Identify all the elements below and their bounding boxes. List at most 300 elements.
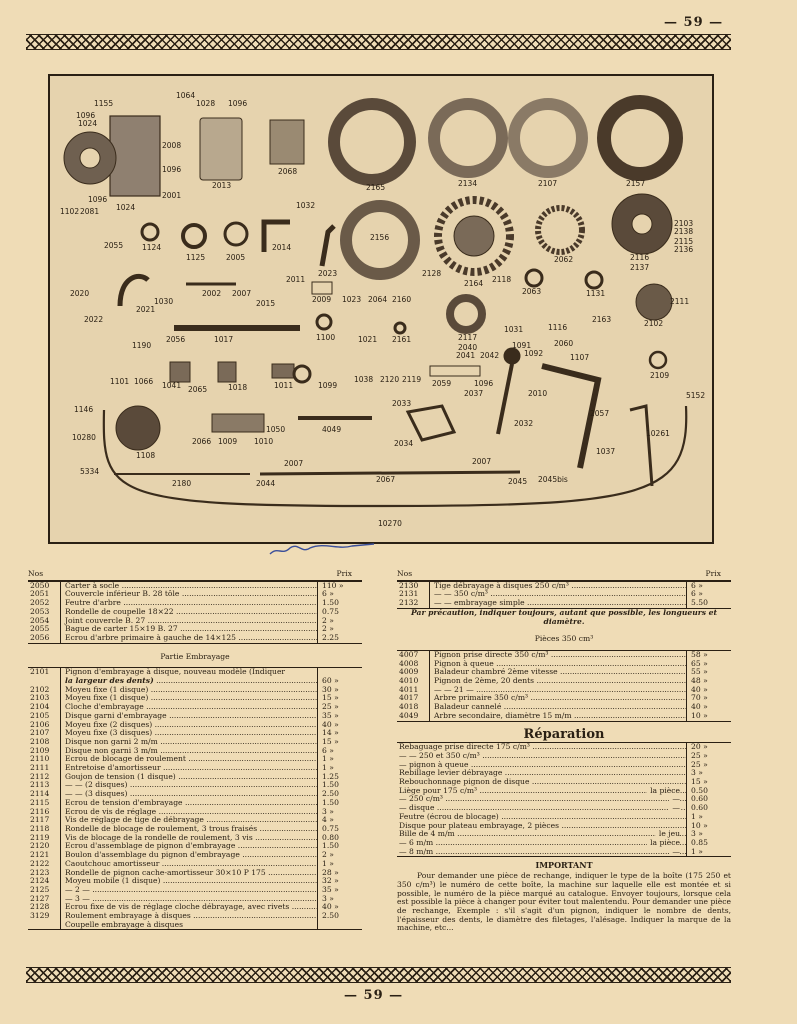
part-number-label: 1010 bbox=[254, 437, 274, 446]
right-price-table-2 bbox=[397, 650, 731, 722]
price-cell: 65 » bbox=[691, 658, 708, 668]
description-cell: Rondelle de blocage de roulement, 3 trous fraisés ..... bbox=[61, 825, 318, 834]
description-cell: la largeur des dents) ..... bbox=[61, 677, 318, 686]
description-cell: Disque garni d'embrayage ..... bbox=[61, 712, 318, 721]
part-number-cell: 2051 bbox=[28, 590, 61, 599]
price-cell: 0.80 bbox=[322, 832, 339, 842]
part-number-label: 2034 bbox=[394, 439, 414, 448]
part-number-label: 1131 bbox=[586, 289, 606, 298]
description-cell: — 2 — ..... bbox=[61, 886, 318, 895]
description-cell: Arbre primaire 350 c/m³ ..... bbox=[430, 694, 687, 703]
part-number-cell: 2132 bbox=[397, 599, 430, 608]
right-header-prix: Prix bbox=[705, 569, 721, 578]
part-number-label: 1028 bbox=[196, 99, 216, 108]
unit-cell: — bbox=[669, 795, 680, 804]
unit-cell: — bbox=[669, 804, 680, 813]
description-cell: Roulement embrayage à disques ..... bbox=[61, 912, 318, 921]
part-number-label: 2161 bbox=[392, 335, 412, 344]
part-number-label: 2008 bbox=[162, 141, 182, 150]
part-number-label: 10280 bbox=[72, 433, 96, 442]
description-cell: Couvercle inférieur B. 28 tôle ..... bbox=[61, 590, 318, 599]
part-number-label: 1155 bbox=[94, 99, 114, 108]
description-cell: Ecrou d'arbre primaire à gauche de 14×125 ..... bbox=[61, 634, 318, 643]
price-cell: 5.50 bbox=[691, 598, 708, 608]
part-number-label: 1017 bbox=[214, 335, 234, 344]
table-row bbox=[397, 778, 731, 787]
part-number-label: 1099 bbox=[318, 381, 338, 390]
part-number-cell: 2102 bbox=[28, 686, 61, 695]
price-cell: 40 » bbox=[691, 684, 708, 694]
price-cell: 0.85 bbox=[691, 837, 708, 847]
part-number-cell: 2127 bbox=[28, 895, 61, 904]
part-number-label: 2102 bbox=[644, 319, 664, 328]
price-cell: 0.75 bbox=[322, 606, 339, 616]
part-number-label: 2067 bbox=[376, 475, 396, 484]
description-cell: Ecrou d'assemblage de pignon d'embrayage ..... bbox=[61, 842, 318, 851]
price-cell: 10 » bbox=[691, 820, 708, 830]
part-number-label: 2062 bbox=[554, 255, 574, 264]
description-cell: Bille de 4 m/m ..... le jeu bbox=[397, 830, 687, 839]
table-row bbox=[28, 886, 362, 895]
price-cell: 35 » bbox=[322, 710, 339, 720]
price-cell: 2.50 bbox=[322, 789, 339, 799]
description-cell: Goujon de tension (1 disque) ..... bbox=[61, 773, 318, 782]
description-cell: Disque pour plateau embrayage, 2 pièces ..... bbox=[397, 822, 687, 831]
part-number-label: 2037 bbox=[464, 389, 484, 398]
part-number-label: 2066 bbox=[192, 437, 212, 446]
description-cell: Bague de carter 15×19 B. 27 ..... bbox=[61, 625, 318, 634]
part-number-label: 2156 bbox=[370, 233, 390, 242]
part-number-cell: 2109 bbox=[28, 747, 61, 756]
description-cell: Rebaguage prise directe 175 c/m³ ..... bbox=[397, 743, 687, 752]
description-cell: Tige débrayage à disques 250 c/m³ ..... bbox=[430, 582, 687, 591]
description-cell: Pignon d'embrayage à disque, nouveau modèle (Indiquer bbox=[61, 668, 318, 677]
table-row bbox=[28, 895, 362, 904]
part-number-label: 1096 bbox=[76, 111, 96, 120]
description-cell: Rebillage levier débrayage ..... bbox=[397, 769, 687, 778]
part-number-cell: 4011 bbox=[397, 686, 430, 695]
price-cell: 55 » bbox=[691, 667, 708, 677]
table-row bbox=[397, 822, 731, 831]
price-cell: 25 » bbox=[691, 759, 708, 769]
part-number-cell: 2112 bbox=[28, 773, 61, 782]
part-number-label: 1190 bbox=[132, 341, 152, 350]
table-row bbox=[28, 729, 362, 738]
part-number-label: 2138 bbox=[674, 227, 694, 236]
price-cell: 0.50 bbox=[691, 785, 708, 795]
important-title: IMPORTANT bbox=[535, 860, 593, 871]
part-number-label: 2117 bbox=[458, 333, 478, 342]
description-cell: Joint couvercle B. 27 ..... bbox=[61, 617, 318, 626]
price-cell: 0.60 bbox=[691, 803, 708, 813]
price-cell: 1.50 bbox=[322, 780, 339, 790]
part-number-cell bbox=[28, 921, 61, 930]
table-row bbox=[397, 787, 731, 796]
left-header-no: Nos bbox=[28, 569, 44, 578]
description-cell: Entretoise d'amortisseur ..... bbox=[61, 764, 318, 773]
table-row bbox=[28, 599, 362, 608]
unit-cell: la pièce bbox=[647, 839, 680, 848]
part-number-label: 1101 bbox=[110, 377, 130, 386]
part-number-cell: 4008 bbox=[397, 660, 430, 669]
part-number-cell: 2106 bbox=[28, 721, 61, 730]
pencil-scribble bbox=[268, 540, 378, 560]
part-number-label: 4049 bbox=[322, 425, 342, 434]
part-number-label: 2064 bbox=[368, 295, 388, 304]
part-number-cell: 2122 bbox=[28, 860, 61, 869]
part-number-label: 2014 bbox=[272, 243, 292, 252]
part-number-cell: 2052 bbox=[28, 599, 61, 608]
part-number-label: 2111 bbox=[670, 297, 690, 306]
unit-cell: — bbox=[669, 848, 680, 857]
part-number-cell: 4009 bbox=[397, 668, 430, 677]
part-number-label: 1096 bbox=[162, 165, 182, 174]
description-cell: — — 350 c/m³ ..... bbox=[430, 590, 687, 599]
table-row bbox=[28, 869, 362, 878]
table-row bbox=[397, 677, 731, 686]
part-number-label: 1096 bbox=[228, 99, 248, 108]
description-cell: — 6 m/m ..... la pièce bbox=[397, 839, 687, 848]
table-row bbox=[28, 773, 362, 782]
table-row bbox=[397, 582, 731, 591]
price-cell: 6 » bbox=[322, 745, 334, 755]
part-number-cell: 4007 bbox=[397, 651, 430, 660]
table-row bbox=[28, 808, 362, 817]
part-number-label: 1011 bbox=[274, 381, 294, 390]
description-cell: Pignon de 2ème, 20 dents ..... bbox=[430, 677, 687, 686]
price-cell: 70 » bbox=[691, 693, 708, 703]
part-number-cell: 2114 bbox=[28, 790, 61, 799]
price-cell: 1 » bbox=[691, 811, 703, 821]
part-number-cell: 2053 bbox=[28, 608, 61, 617]
price-cell: 1 » bbox=[322, 858, 334, 868]
part-number-cell: 2103 bbox=[28, 694, 61, 703]
table-row bbox=[397, 761, 731, 770]
part-number-cell: 2123 bbox=[28, 869, 61, 878]
part-number-label: 2022 bbox=[84, 315, 104, 324]
part-number-label: 1096 bbox=[474, 379, 494, 388]
precaution-note: Par précaution, indiquer toujours, autant que possible, les longueurs et diamètre. bbox=[411, 607, 717, 626]
part-number-label: 2002 bbox=[202, 289, 222, 298]
table-row bbox=[28, 912, 362, 921]
price-cell: 0.60 bbox=[691, 794, 708, 804]
price-cell: 35 » bbox=[322, 884, 339, 894]
table-row bbox=[28, 877, 362, 886]
part-number-cell: 2125 bbox=[28, 886, 61, 895]
description-cell: — disque ..... — bbox=[397, 804, 687, 813]
table-row bbox=[28, 903, 362, 912]
price-cell: 14 » bbox=[322, 728, 339, 738]
table-row bbox=[28, 694, 362, 703]
table-row bbox=[28, 747, 362, 756]
price-cell: 2.50 bbox=[322, 911, 339, 921]
part-number-label: 1100 bbox=[316, 333, 336, 342]
price-cell: 1 » bbox=[691, 846, 703, 856]
price-cell bbox=[318, 921, 362, 930]
part-number-label: 2109 bbox=[650, 371, 670, 380]
ornamental-border-bottom bbox=[26, 967, 731, 983]
part-number-label: 1032 bbox=[296, 201, 316, 210]
price-cell: 2.25 bbox=[322, 632, 339, 642]
part-number-cell: 2113 bbox=[28, 781, 61, 790]
part-number-label: 2103 bbox=[674, 219, 694, 228]
part-number-cell: 2130 bbox=[397, 582, 430, 591]
part-number-cell: 2050 bbox=[28, 582, 61, 591]
part-number-label: 2063 bbox=[522, 287, 542, 296]
table-row bbox=[397, 660, 731, 669]
part-number-label: 1023 bbox=[342, 295, 362, 304]
price-cell: 2 » bbox=[322, 850, 334, 860]
table-row bbox=[397, 813, 731, 822]
part-number-label: 2163 bbox=[592, 315, 612, 324]
description-cell: Baladeur cannelé ..... bbox=[430, 703, 687, 712]
price-cell: 3 » bbox=[322, 893, 334, 903]
description-cell: Ecrou fixe de vis de réglage cloche débrayage, avec rivets ..... bbox=[61, 903, 318, 912]
important-text: Pour demander une pièce de rechange, indiquer le type de la boîte (175 250 et 350 c/m³) le numéro de cette boîte, la machine sur laquelle elle est montée et si possible, le numéro de la pièce marqué au catalogue. Envoyer toujours, lorsque cela est possible la pièce à changer pour éviter tout malentendu. Pour demander une pièce de rechange, Exemple : s'il s'agit d'un pignon, indiquer le nombre de dents, l'épaisseur des dents, le diamètre des filetages, l'alésage. Indiquer la marque de la machine, etc... bbox=[397, 871, 731, 933]
part-number-label: 1124 bbox=[142, 243, 162, 252]
page-number-top: — 59 — bbox=[664, 15, 724, 30]
part-number-cell: 2121 bbox=[28, 851, 61, 860]
price-cell: 4 » bbox=[322, 815, 334, 825]
table-row bbox=[28, 799, 362, 808]
part-number-label: 2081 bbox=[80, 207, 100, 216]
table-row bbox=[28, 721, 362, 730]
description-cell: Disque non garni 2 m/m ..... bbox=[61, 738, 318, 747]
price-cell: 58 » bbox=[691, 649, 708, 659]
part-number-label: 2045 bbox=[508, 477, 528, 486]
table-row bbox=[397, 743, 731, 752]
description-cell: Arbre secondaire, diamètre 15 m/m ..... bbox=[430, 712, 687, 721]
description-cell: Ecrou de tension d'embrayage ..... bbox=[61, 799, 318, 808]
left-column-header bbox=[28, 570, 362, 581]
price-cell: 1.50 bbox=[322, 841, 339, 851]
part-number-cell: 3129 bbox=[28, 912, 61, 921]
description-cell: — 3 — ..... bbox=[61, 895, 318, 904]
description-cell: Moyeu mobile (1 disque) ..... bbox=[61, 877, 318, 886]
part-number-label: 2057 bbox=[590, 409, 610, 418]
unit-cell: la pièce bbox=[647, 787, 680, 796]
left-header-prix: Prix bbox=[336, 569, 352, 578]
table-row bbox=[397, 769, 731, 778]
table-row bbox=[397, 651, 731, 660]
price-cell: 3 » bbox=[322, 806, 334, 816]
table-row bbox=[28, 668, 362, 677]
price-cell: 25 » bbox=[322, 702, 339, 712]
price-cell: 15 » bbox=[322, 736, 339, 746]
part-number-label: 1064 bbox=[176, 91, 196, 100]
reparation-title: Réparation bbox=[523, 726, 605, 742]
part-number-cell: 2116 bbox=[28, 808, 61, 817]
description-cell: Cloche d'embrayage ..... bbox=[61, 703, 318, 712]
price-cell: 0.75 bbox=[322, 823, 339, 833]
part-number-label: 2059 bbox=[432, 379, 452, 388]
part-number-label: 2116 bbox=[630, 253, 650, 262]
table-row bbox=[28, 738, 362, 747]
part-number-label: 1146 bbox=[74, 405, 94, 414]
description-cell: Disque non garni 3 m/m ..... bbox=[61, 747, 318, 756]
price-cell: 48 » bbox=[691, 676, 708, 686]
part-number-label: 1108 bbox=[136, 451, 156, 460]
part-number-label: 2005 bbox=[226, 253, 246, 262]
part-number-label: 2180 bbox=[172, 479, 192, 488]
part-number-cell: 2131 bbox=[397, 590, 430, 599]
part-number-cell: 2108 bbox=[28, 738, 61, 747]
part-number-label: 2020 bbox=[70, 289, 90, 298]
part-number-label: 1107 bbox=[570, 353, 590, 362]
price-cell: 1 » bbox=[322, 763, 334, 773]
part-number-label: 1091 bbox=[512, 341, 532, 350]
description-cell: Liège pour 175 c/m³ ..... la pièce bbox=[397, 787, 687, 796]
part-number-label: 2009 bbox=[312, 295, 332, 304]
table-row bbox=[397, 590, 731, 599]
part-number-label: 1037 bbox=[596, 447, 616, 456]
part-number-label: 1096 bbox=[88, 195, 108, 204]
description-cell: Rondelle de pignon cache-amortisseur 30×10 P 175 ..... bbox=[61, 869, 318, 878]
part-number-cell: 4018 bbox=[397, 703, 430, 712]
table-row bbox=[28, 790, 362, 799]
part-number-label: 2001 bbox=[162, 191, 182, 200]
part-number-cell: 2105 bbox=[28, 712, 61, 721]
part-number-cell: 2115 bbox=[28, 799, 61, 808]
description-cell: Ecrou de blocage de roulement ..... bbox=[61, 755, 318, 764]
part-number-label: 2157 bbox=[626, 179, 646, 188]
part-number-label: 2032 bbox=[514, 419, 534, 428]
description-cell: Rondelle de coupelle 18×22 ..... bbox=[61, 608, 318, 617]
part-number-label: 1050 bbox=[266, 425, 286, 434]
part-number-cell: 4010 bbox=[397, 677, 430, 686]
part-number-cell: 2055 bbox=[28, 625, 61, 634]
table-row bbox=[28, 764, 362, 773]
table-row bbox=[28, 686, 362, 695]
price-cell: 40 » bbox=[691, 702, 708, 712]
part-number-label: 2040 bbox=[458, 343, 478, 352]
price-cell: 1 » bbox=[322, 754, 334, 764]
price-cell: 110 » bbox=[322, 580, 344, 590]
description-cell: Pignon à queue ..... bbox=[430, 660, 687, 669]
part-number-label: 2115 bbox=[674, 237, 694, 246]
reparation-table bbox=[397, 742, 731, 857]
part-number-label: 2164 bbox=[464, 279, 484, 288]
part-number-cell: 2111 bbox=[28, 764, 61, 773]
right-price-table-1 bbox=[397, 581, 731, 609]
part-number-label: 1038 bbox=[354, 375, 374, 384]
price-cell: 15 » bbox=[322, 693, 339, 703]
price-cell: 2 » bbox=[322, 615, 334, 625]
part-number-cell: 4017 bbox=[397, 694, 430, 703]
table-row bbox=[397, 830, 731, 839]
description-cell: Coupelle embrayage à disques bbox=[61, 921, 318, 930]
part-number-label: 1031 bbox=[504, 325, 524, 334]
table-row bbox=[397, 599, 731, 608]
part-number-label: 2007 bbox=[284, 459, 304, 468]
part-number-label: 1009 bbox=[218, 437, 238, 446]
table-row bbox=[397, 795, 731, 804]
part-number-label: 2044 bbox=[256, 479, 276, 488]
table-row bbox=[28, 712, 362, 721]
part-number-label: 2128 bbox=[422, 269, 442, 278]
table-row bbox=[28, 834, 362, 843]
table-row bbox=[397, 712, 731, 721]
price-cell: 20 » bbox=[691, 742, 708, 752]
table-row bbox=[28, 608, 362, 617]
price-cell: 1.50 bbox=[322, 797, 339, 807]
part-number-label: 2023 bbox=[318, 269, 338, 278]
part-number-cell: 2104 bbox=[28, 703, 61, 712]
part-number-label: 2007 bbox=[472, 457, 492, 466]
table-row bbox=[397, 686, 731, 695]
description-cell: — pignon à queue ..... bbox=[397, 761, 687, 770]
table-row bbox=[28, 677, 362, 686]
section-embrayage-title: Partie Embrayage bbox=[160, 651, 230, 661]
part-number-cell: 2056 bbox=[28, 634, 61, 643]
table-row bbox=[28, 582, 362, 591]
part-number-label: 1125 bbox=[186, 253, 206, 262]
description-cell: Ecrou de vis de réglage ..... bbox=[61, 808, 318, 817]
price-cell: 1.25 bbox=[322, 771, 339, 781]
part-number-label: 1116 bbox=[548, 323, 568, 332]
table-row bbox=[28, 625, 362, 634]
part-number-label: 1018 bbox=[228, 383, 248, 392]
part-number-label: 2107 bbox=[538, 179, 558, 188]
table-row bbox=[397, 804, 731, 813]
part-number-label: 2013 bbox=[212, 181, 232, 190]
section-350-title: Pièces 350 cm³ bbox=[534, 634, 594, 644]
part-number-cell: 2107 bbox=[28, 729, 61, 738]
table-row bbox=[397, 752, 731, 761]
part-number-label: 5152 bbox=[686, 391, 706, 400]
description-cell: — — (3 disques) ..... bbox=[61, 790, 318, 799]
price-cell: 32 » bbox=[322, 876, 339, 886]
price-cell: 25 » bbox=[691, 750, 708, 760]
part-number-label: 10270 bbox=[378, 519, 402, 528]
ornamental-border-top bbox=[26, 34, 731, 50]
description-cell: Moyeu fixe (2 disques) ..... bbox=[61, 721, 318, 730]
price-cell: 6 » bbox=[691, 580, 703, 590]
price-cell: 3 » bbox=[691, 829, 703, 839]
price-cell: 15 » bbox=[691, 777, 708, 787]
part-number-label: 1024 bbox=[78, 119, 98, 128]
description-cell: — 8 m/m ..... — bbox=[397, 848, 687, 857]
description-cell: — — (2 disques) ..... bbox=[61, 781, 318, 790]
part-number-cell: 2118 bbox=[28, 825, 61, 834]
left-price-table-2 bbox=[28, 667, 362, 930]
table-row bbox=[28, 816, 362, 825]
part-number-label: 1030 bbox=[154, 297, 174, 306]
table-row bbox=[28, 634, 362, 643]
table-row bbox=[397, 839, 731, 848]
table-row bbox=[28, 590, 362, 599]
part-number-cell: 4049 bbox=[397, 712, 430, 721]
description-cell: Rebouchonnage pignon de disque ..... bbox=[397, 778, 687, 787]
part-number-cell: 2119 bbox=[28, 834, 61, 843]
parts-drawing bbox=[50, 76, 712, 542]
description-cell: — 250 c/m³ ..... — bbox=[397, 795, 687, 804]
table-row bbox=[397, 668, 731, 677]
part-number-cell: 2054 bbox=[28, 617, 61, 626]
table-row bbox=[28, 842, 362, 851]
part-number-label: 1041 bbox=[162, 381, 182, 390]
part-number-label: 2055 bbox=[104, 241, 124, 250]
description-cell: Vis de blocage de la rondelle de roulement, 3 vis ..... bbox=[61, 834, 318, 843]
table-row bbox=[28, 851, 362, 860]
description-cell: Baladeur chambré 2ème vitesse ..... bbox=[430, 668, 687, 677]
description-cell: Boulon d'assemblage du pignon d'embrayage ..... bbox=[61, 851, 318, 860]
price-cell: 1.50 bbox=[322, 598, 339, 608]
page-number-bottom: — 59 — bbox=[344, 988, 404, 1003]
table-row bbox=[28, 921, 362, 930]
part-number-cell: 2120 bbox=[28, 842, 61, 851]
description-cell: Pignon prise directe 350 c/m³ ..... bbox=[430, 651, 687, 660]
